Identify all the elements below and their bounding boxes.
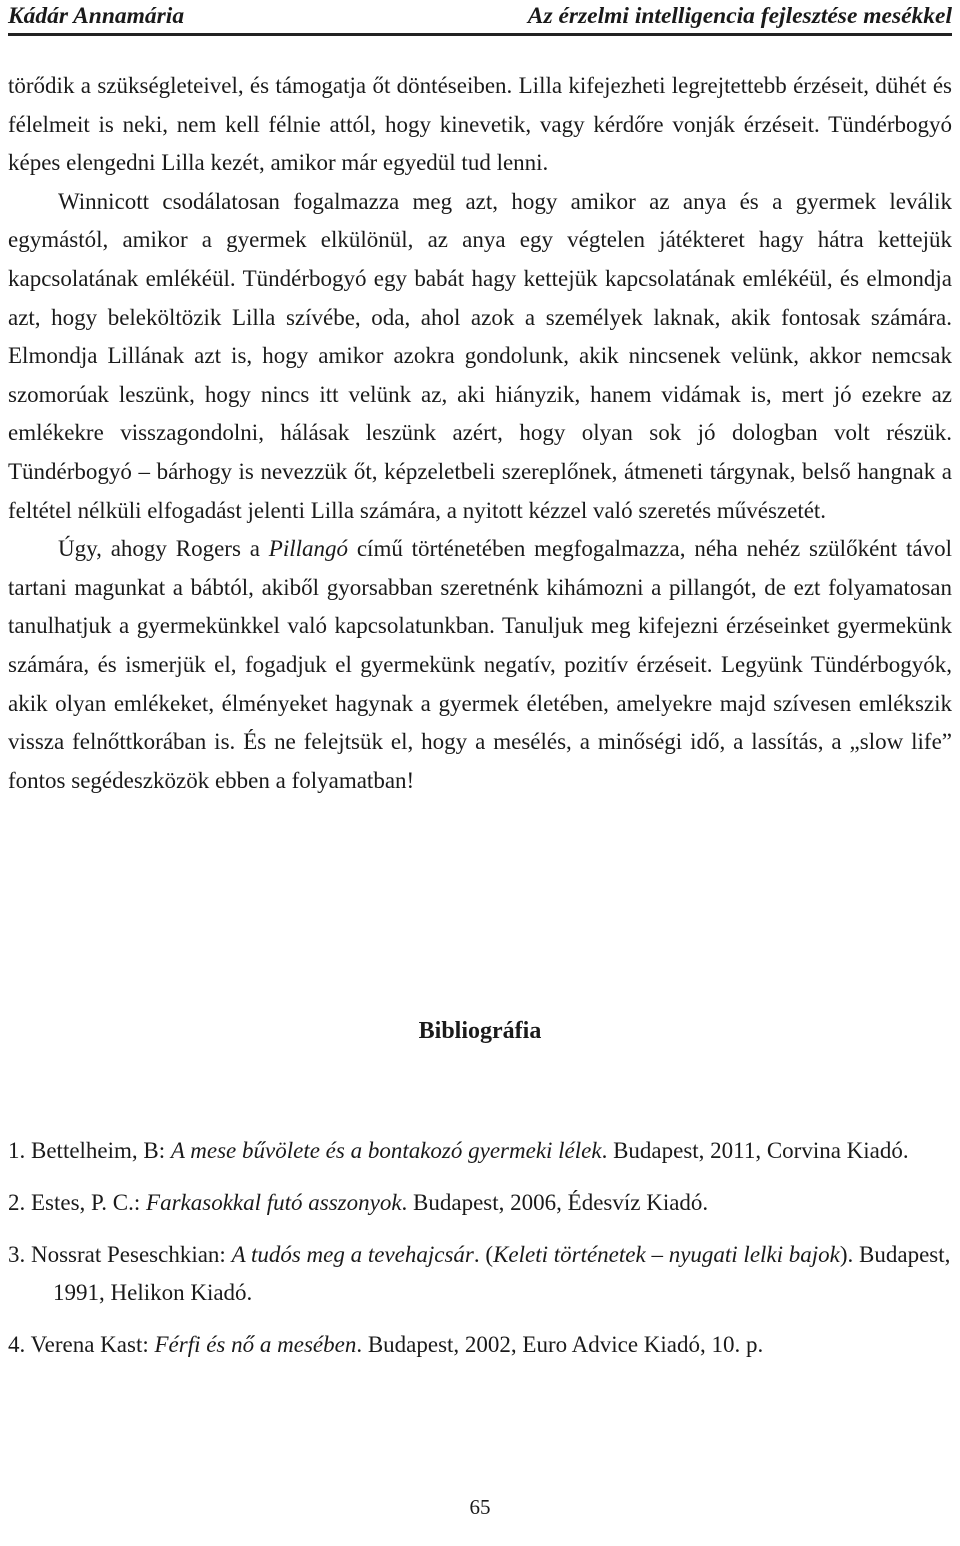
- paragraph-1: törődik a szükségleteivel, és támogatja őt döntéseiben. Lilla kifejezheti legrejtettebb érzéseit, dühét és félelmeit is neki, nem kell félnie attól, hogy kinevetik, vagy kérdőre vonják érzéseit. Tündérbogyó képes elengedni Lilla kezét, amikor már egyedül tud lenni.: [8, 73, 952, 176]
- header-title: Az érzelmi intelligencia fejlesztése mesékkel: [527, 3, 952, 29]
- bibliography-item: [8, 1236, 952, 1312]
- page-number: 65: [469, 1495, 491, 1519]
- bib-subtitle: Keleti történetek – nyugati lelki bajok: [493, 1242, 840, 1267]
- bib-title: A mese bűvölete és a bontakozó gyermeki lélek: [170, 1138, 602, 1163]
- bib-author: 4. Verena Kast:: [8, 1332, 155, 1357]
- paragraph-3-start: Úgy, ahogy Rogers a: [58, 536, 269, 562]
- bib-publication: ). Budapest, 1991, Helikon Kiadó.: [53, 1242, 951, 1305]
- bib-publication: . Budapest, 2011, Corvina Kiadó.: [601, 1138, 909, 1163]
- bibliography-list: [8, 1132, 952, 1378]
- bibliography-item: [8, 1132, 952, 1170]
- body-text: [8, 67, 952, 800]
- bib-author: 2. Estes, P. C.:: [8, 1190, 147, 1215]
- paragraph-3-italic-title: Pillangó: [268, 536, 349, 562]
- paragraph-3-rest: című történetében megfogalmazza, néha nehéz szülőként távol tartani magunkat a bábtól, akiből gyorsabban szeretnénk kihámozni a pillangót, de ezt folyamatosan tanulhatjuk a gyermekünkkel való kapcsolatunkban. Tanuljuk meg kifejezni érzéseinket gyermekünk számára, és ismerjük el, fogadjuk el gyermekünk negatív, pozitív érzéseit. Legyünk Tündérbogyók, akik olyan emlékeket, élményeket hagynak a gyermek életében, amelyekre majd szívesen emlékszik vissza felnőttkorában is. És ne felejtsük el, hogy a mesélés, a minőségi idő, a lassítás, a „slow life” fontos segédeszközök ebben a folyamatban!: [8, 536, 952, 793]
- bib-publication: . Budapest, 2002, Euro Advice Kiadó, 10. p.: [356, 1332, 764, 1357]
- bibliography-item: [8, 1326, 952, 1364]
- bib-separator: . (: [473, 1242, 494, 1267]
- bibliography-item: [8, 1184, 952, 1222]
- bib-author: 1. Bettelheim, B:: [8, 1138, 171, 1163]
- paragraph-2: Winnicott csodálatosan fogalmazza meg azt, hogy amikor az anya és a gyermek leválik egymástól, amikor a gyermek elkülönül, az anya egy végtelen játékteret hagy hátra kettejük kapcsolatának emlékéül. Tündérbogyó egy babát hagy kettejük kapcsolatának emlékéül, és elmondja azt, hogy beleköltözik Lilla szívébe, oda, ahol azok a személyek laknak, akik fontosak számára. Elmondja Lillának azt is, hogy amikor azokra gondolunk, akik nincsenek velünk, akkor nemcsak szomorúak leszünk, hogy nincs itt velünk az, aki hiányzik, hanem vidámak is, mert jó ezekre az emlékekre visszagondolni, hálásak leszünk azért, hogy olyan sok jó dologban volt részük. Tündérbogyó – bárhogy is nevezzük őt, képzeletbeli szereplőnek, átmeneti tárgynak, belső hangnak a feltétel nélküli elfogadást jelenti Lilla számára, a nyitott kézzel való szeretés művészetét.: [8, 188, 952, 523]
- header-author: Kádár Annamária: [8, 3, 185, 29]
- bib-title: Farkasokkal futó asszonyok: [146, 1190, 402, 1215]
- bib-publication: . Budapest, 2006, Édesvíz Kiadó.: [401, 1190, 709, 1215]
- bib-title: A tudós meg a tevehajcsár: [231, 1242, 474, 1267]
- running-header: [8, 0, 952, 36]
- paragraph-3: [8, 530, 952, 800]
- bib-author: 3. Nossrat Peseschkian:: [8, 1242, 232, 1267]
- bib-title: Férfi és nő a mesében: [154, 1332, 357, 1357]
- bibliography-heading: Bibliográfia: [418, 1018, 542, 1044]
